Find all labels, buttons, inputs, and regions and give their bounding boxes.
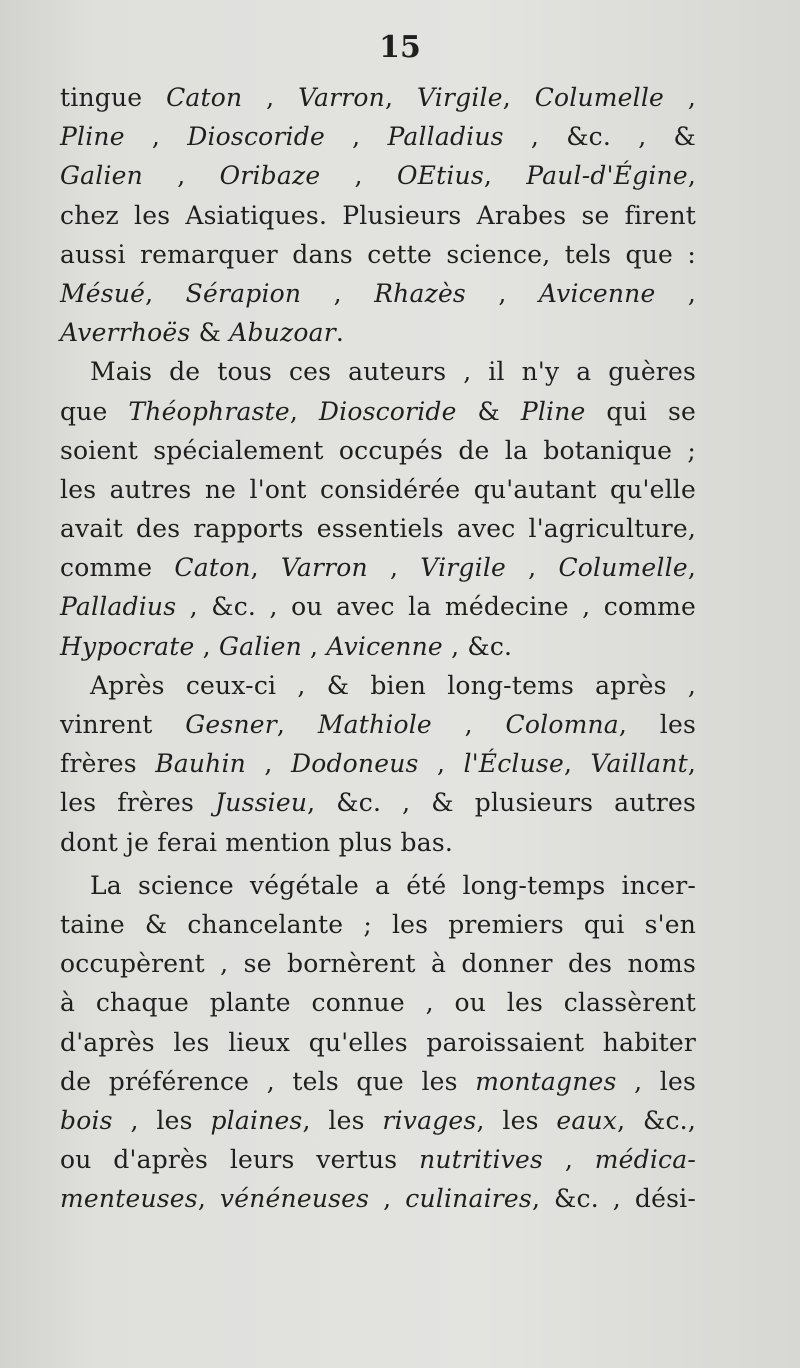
italic-name: Mathiole xyxy=(317,710,432,739)
text-run: , &c. , ou avec la médecine , comme xyxy=(176,592,696,622)
text-run: , xyxy=(384,83,417,112)
text-run: soient spécialement occupés de la botanique ; xyxy=(60,435,696,465)
italic-name: Gesner xyxy=(185,710,277,739)
text-line xyxy=(60,156,696,195)
text-run: , xyxy=(124,122,188,152)
italic-name: rivages xyxy=(382,1105,477,1135)
italic-name: menteuses xyxy=(60,1184,198,1214)
text-run: Mais de tous ces auteurs , il n'y a guères xyxy=(90,357,696,387)
text-run: , xyxy=(655,278,697,308)
italic-name: Oribaze xyxy=(219,161,321,191)
text-run: de préférence , tels que les xyxy=(60,1066,476,1096)
italic-name: Varron xyxy=(280,553,368,583)
text-line xyxy=(60,313,696,352)
italic-name: plaines xyxy=(210,1105,303,1135)
text-run: que xyxy=(60,396,129,426)
text-line xyxy=(60,666,696,705)
text-run: Après ceux-ci , & bien long-tems après , xyxy=(90,670,696,700)
text-run: , xyxy=(664,83,697,112)
text-line xyxy=(60,983,696,1022)
italic-name: Avicenne xyxy=(326,631,443,661)
text-line xyxy=(60,196,696,235)
italic-name: Varron xyxy=(298,83,385,112)
text-run: chez les Asiatiques. Plusieurs Arabes se firent xyxy=(60,200,696,230)
text-run: , &c. , & plusieurs autres xyxy=(307,788,697,818)
text-line xyxy=(60,235,696,274)
text-run: , xyxy=(431,710,506,739)
italic-name: Avicenne xyxy=(538,278,656,308)
italic-name: Caton xyxy=(174,553,251,583)
text-run: , xyxy=(687,553,696,583)
text-line xyxy=(60,509,696,548)
italic-name: Rhazès xyxy=(374,278,466,308)
text-line xyxy=(60,705,696,744)
text-line xyxy=(60,1179,696,1218)
italic-name: Abuzoar xyxy=(229,318,336,348)
italic-name: vénéneuses xyxy=(219,1184,370,1214)
text-line xyxy=(60,627,696,666)
italic-name: Jussieu xyxy=(215,788,308,818)
text-run: , xyxy=(242,83,299,112)
text-line xyxy=(60,1101,696,1140)
text-line xyxy=(60,548,696,587)
text-run: , les xyxy=(618,710,696,739)
italic-name: Columelle xyxy=(534,83,665,112)
italic-name: Galien xyxy=(60,161,143,191)
text-run: occupèrent , se bornèrent à donner des noms xyxy=(60,949,696,979)
text-run: , xyxy=(301,278,375,308)
text-run: , xyxy=(197,1184,220,1214)
text-line xyxy=(60,587,696,626)
text-run: , xyxy=(506,553,559,583)
text-run: , xyxy=(369,1184,406,1214)
italic-name: Palladius xyxy=(60,592,177,622)
italic-name: Théophraste xyxy=(128,396,290,426)
text-line xyxy=(60,392,696,431)
text-line xyxy=(60,1140,696,1179)
text-line xyxy=(60,866,696,905)
text-run: les autres ne l'ont considérée qu'autant qu'elle xyxy=(60,474,696,504)
text-run: , xyxy=(320,161,397,191)
text-run: , xyxy=(687,749,696,779)
italic-name: bois xyxy=(60,1105,113,1135)
text-run: , xyxy=(145,278,186,308)
text-run: , xyxy=(324,122,388,152)
text-run: comme xyxy=(60,553,175,583)
text-line xyxy=(60,431,696,470)
text-line xyxy=(60,352,696,391)
italic-name: culinaires xyxy=(405,1184,532,1214)
italic-name: Columelle xyxy=(558,553,688,583)
text-line xyxy=(60,744,696,783)
italic-name: Caton xyxy=(166,83,243,112)
text-run: , xyxy=(301,631,327,661)
text-run: avait des rapports essentiels avec l'agriculture, xyxy=(60,514,696,544)
text-run: , xyxy=(245,749,291,779)
italic-name: Dioscoride xyxy=(318,396,457,426)
text-run: & xyxy=(456,396,521,426)
text-run: , xyxy=(465,278,539,308)
text-run: , &c. , dési- xyxy=(531,1184,696,1214)
text-run: , xyxy=(289,396,319,426)
italic-name: Dioscoride xyxy=(187,122,325,152)
text-line xyxy=(60,117,696,156)
text-run: , les xyxy=(112,1105,211,1135)
text-run: , les xyxy=(476,1105,557,1135)
text-run: ou d'après leurs vertus xyxy=(60,1145,420,1175)
italic-name: Pline xyxy=(60,122,125,152)
text-run: , xyxy=(276,710,318,739)
italic-name: Sérapion xyxy=(185,278,302,308)
text-line xyxy=(60,470,696,509)
text-run: , xyxy=(563,749,591,779)
text-run: , xyxy=(543,1145,595,1175)
text-run: & xyxy=(190,318,230,348)
text-run: , xyxy=(142,161,220,191)
text-run: , xyxy=(483,161,527,191)
italic-name: Averrhoës xyxy=(60,318,191,348)
italic-name: nutritives xyxy=(419,1145,544,1175)
text-line xyxy=(60,944,696,983)
italic-name: OEtius xyxy=(396,161,484,191)
text-run: , les xyxy=(302,1105,383,1135)
text-run: , xyxy=(687,161,696,191)
italic-name: Mésué xyxy=(60,278,146,308)
italic-name: Palladius xyxy=(387,122,504,152)
text-run: La science végétale a été long-temps incer- xyxy=(90,870,696,900)
text-run: , xyxy=(194,631,219,661)
italic-name: Dodoneus xyxy=(290,749,419,779)
text-run: les frères xyxy=(60,788,216,818)
text-run: , &c. xyxy=(442,631,513,661)
italic-name: Colomna xyxy=(505,710,619,739)
text-run: aussi remarquer dans cette science, tels que : xyxy=(60,239,696,269)
italic-name: Pline xyxy=(520,396,586,426)
text-line xyxy=(60,823,696,862)
text-run: tingue xyxy=(60,83,167,112)
text-line xyxy=(60,1062,696,1101)
text-run: qui se xyxy=(585,396,697,426)
text-run: , xyxy=(418,749,464,779)
text-line xyxy=(60,783,696,822)
italic-name: Virgile xyxy=(420,553,507,583)
text-run: à chaque plante connue , ou les classèrent xyxy=(60,988,696,1018)
text-line xyxy=(60,78,696,117)
text-run: vinrent xyxy=(60,710,186,739)
text-run: taine & chancelante ; les premiers qui s'en xyxy=(60,909,696,939)
italic-name: eaux xyxy=(556,1105,618,1135)
italic-name: l'Écluse xyxy=(463,749,564,779)
text-run: , &c., xyxy=(617,1105,696,1135)
text-run: , xyxy=(367,553,421,583)
text-run: frères xyxy=(60,749,156,779)
text-line xyxy=(60,1023,696,1062)
text-run: , les xyxy=(616,1066,696,1096)
italic-name: Vaillant xyxy=(590,749,688,779)
text-run: d'après les lieux qu'elles paroissaient habiter xyxy=(60,1027,696,1057)
page-text xyxy=(60,78,696,1218)
text-run: . xyxy=(335,318,344,348)
text-run: , xyxy=(250,553,281,583)
italic-name: Paul-d'Égine xyxy=(526,161,688,191)
italic-name: Bauhin xyxy=(155,749,246,779)
italic-name: Virgile xyxy=(416,83,503,112)
text-run: , &c. , & xyxy=(503,122,696,152)
text-run: dont je ferai mention plus bas. xyxy=(60,827,453,857)
italic-name: Galien xyxy=(218,631,302,661)
text-line xyxy=(60,274,696,313)
italic-name: montagnes xyxy=(475,1066,617,1096)
italic-name: Hypocrate xyxy=(60,631,195,661)
text-line xyxy=(60,905,696,944)
text-run: , xyxy=(502,83,535,112)
page-number: 15 xyxy=(379,30,421,65)
italic-name: médica- xyxy=(594,1145,696,1175)
